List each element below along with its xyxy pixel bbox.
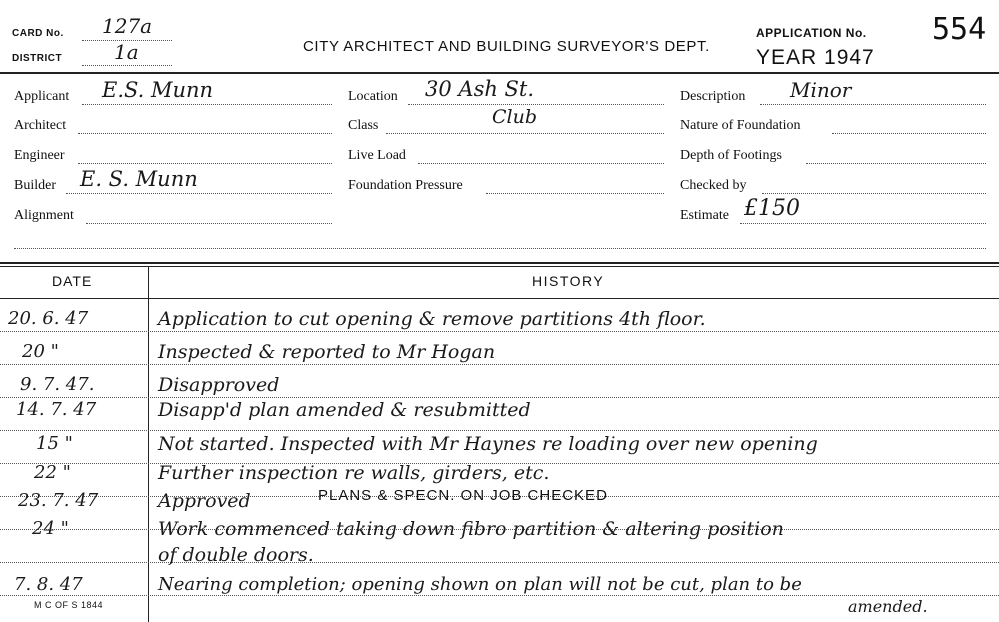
history-row-date: 24 ": [32, 518, 69, 539]
history-row-text: Further inspection re walls, girders, etc.: [158, 462, 550, 484]
card-no-label: CARD No.: [12, 28, 64, 39]
foundation-pressure-label: Foundation Pressure: [348, 178, 463, 193]
history-row-text: Application to cut opening & remove partitions 4th floor.: [158, 308, 706, 330]
history-row-text: Not started. Inspected with Mr Haynes re loading over new opening: [158, 433, 818, 455]
alignment-label: Alignment: [14, 208, 74, 223]
history-row-date: 7. 8. 47: [14, 574, 83, 595]
application-no-value: 554: [932, 12, 987, 47]
builder-value: E. S. Munn: [80, 167, 198, 191]
history-row-date: 14. 7. 47: [16, 399, 97, 420]
history-row-text: Nearing completion; opening shown on plan will not be cut, plan to be: [158, 574, 802, 595]
history-row-text: Approved: [158, 490, 251, 512]
card-no-value: 127a: [102, 14, 153, 38]
district-label: DISTRICT: [12, 53, 63, 64]
history-row-date: 20. 6. 47: [8, 308, 89, 329]
approval-stamp: PLANS & SPECN. ON JOB CHECKED: [318, 487, 608, 504]
application-no-label: APPLICATION No.: [756, 26, 867, 40]
history-row-text: Disapproved: [158, 374, 280, 396]
location-value: 30 Ash St.: [425, 77, 535, 101]
history-row-date: 23. 7. 47: [18, 490, 99, 511]
history-row-continuation: amended.: [848, 597, 928, 616]
form-code: M C OF S 1844: [34, 600, 104, 610]
checked-by-label: Checked by: [680, 178, 747, 193]
dept-title: CITY ARCHITECT AND BUILDING SURVEYOR'S DEPT.: [303, 38, 710, 55]
district-value: 1a: [114, 40, 139, 64]
engineer-label: Engineer: [14, 148, 65, 163]
history-row-text: Disapp'd plan amended & resubmitted: [158, 399, 531, 421]
location-label: Location: [348, 89, 398, 104]
history-row-date: 22 ": [34, 462, 71, 483]
class-value: Club: [492, 106, 538, 128]
applicant-label: Applicant: [14, 89, 70, 104]
depth-of-footings-label: Depth of Footings: [680, 148, 782, 163]
history-row-date: 15 ": [36, 433, 73, 454]
description-value: Minor: [790, 78, 852, 102]
history-row-text: of double doors.: [158, 544, 314, 566]
history-row-text: Inspected & reported to Mr Hogan: [158, 341, 496, 363]
class-label: Class: [348, 118, 379, 133]
nature-of-foundation-label: Nature of Foundation: [680, 118, 801, 133]
applicant-value: E.S. Munn: [102, 78, 214, 102]
architect-label: Architect: [14, 118, 67, 133]
estimate-value: £150: [744, 196, 800, 221]
builder-label: Builder: [14, 178, 56, 193]
estimate-label: Estimate: [680, 208, 729, 223]
year-label: YEAR 1947: [756, 46, 875, 69]
history-column-header: HISTORY: [532, 273, 605, 289]
date-column-header: DATE: [52, 273, 93, 289]
history-row-date: 20 ": [22, 341, 59, 362]
history-row-date: 9. 7. 47.: [20, 374, 95, 395]
description-label: Description: [680, 89, 746, 104]
history-row-text: Work commenced taking down fibro partition & altering position: [158, 518, 784, 540]
live-load-label: Live Load: [348, 148, 406, 163]
